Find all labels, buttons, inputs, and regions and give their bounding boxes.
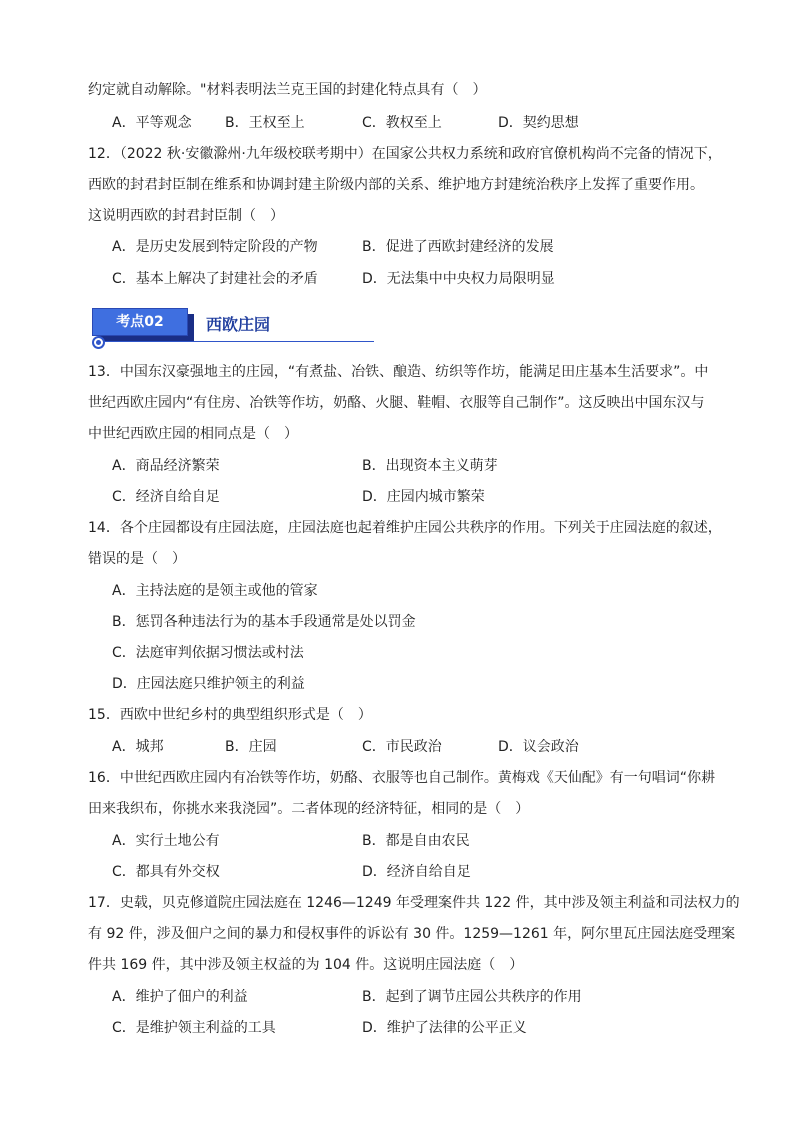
section-title: 西欧庄园 <box>206 315 271 334</box>
q17-option-a[interactable]: A．维护了佃户的利益 <box>112 989 248 1005</box>
question-12-stem-line-3: 这说明西欧的封君封臣制（ ） <box>88 208 284 224</box>
q12-option-c[interactable]: C．基本上解决了封建社会的矛盾 <box>112 271 318 287</box>
q11-option-d[interactable]: D．契约思想 <box>498 115 579 131</box>
question-17-stem-line-2: 有 92 件，涉及佃户之间的暴力和侵权事件的诉讼有 30 件。1259—1261 年，阿尔里瓦庄园法庭受理案 <box>88 926 736 942</box>
q13-option-b[interactable]: B．出现资本主义萌芽 <box>362 458 498 474</box>
q11-option-b[interactable]: B．王权至上 <box>225 115 305 131</box>
question-15-stem: 15．西欧中世纪乡村的典型组织形式是（ ） <box>88 707 372 723</box>
section-underline <box>104 341 374 342</box>
section-header <box>92 308 392 350</box>
q16-option-d[interactable]: D．经济自给自足 <box>362 864 471 880</box>
q15-option-a[interactable]: A．城邦 <box>112 739 164 755</box>
q16-option-c[interactable]: C．都具有外交权 <box>112 864 220 880</box>
question-13-stem-line-2: 世纪西欧庄园内“有住房、冶铁等作坊，奶酪、火腿、鞋帽、衣服等自己制作”。这反映出中国东汉与 <box>88 395 705 411</box>
question-14-stem-line-2: 错误的是（ ） <box>88 551 186 567</box>
q15-option-b[interactable]: B．庄园 <box>225 739 277 755</box>
q13-option-a[interactable]: A．商品经济繁荣 <box>112 458 220 474</box>
question-12-stem-line-1: 12．（2022 秋·安徽滁州·九年级校联考期中）在国家公共权力系统和政府官僚机构尚不完备的情况下， <box>88 146 722 162</box>
question-16-stem-line-1: 16．中世纪西欧庄园内有冶铁等作坊，奶酪、衣服等也自己制作。黄梅戏《天仙配》有一句唱词“你耕 <box>88 770 716 786</box>
q14-option-c[interactable]: C．法庭审判依据习惯法或村法 <box>112 645 304 661</box>
q12-option-a[interactable]: A．是历史发展到特定阶段的产物 <box>112 239 318 255</box>
question-17-stem-line-1: 17．史载，贝克修道院庄园法庭在 1246—1249 年受理案件共 122 件，其中涉及领主利益和司法权力的 <box>88 895 740 911</box>
q11-option-c[interactable]: C．教权至上 <box>362 115 442 131</box>
question-11-stem: 约定就自动解除。"材料表明法兰克王国的封建化特点具有（ ） <box>88 82 487 98</box>
q14-option-a[interactable]: A．主持法庭的是领主或他的管家 <box>112 583 318 599</box>
q12-option-b[interactable]: B．促进了西欧封建经济的发展 <box>362 239 554 255</box>
q17-option-d[interactable]: D．维护了法律的公平正义 <box>362 1020 527 1036</box>
q17-option-b[interactable]: B．起到了调节庄园公共秩序的作用 <box>362 989 582 1005</box>
question-16-stem-line-2: 田来我织布，你挑水来我浇园”。二者体现的经济特征，相同的是（ ） <box>88 801 530 817</box>
q15-option-d[interactable]: D．议会政治 <box>498 739 579 755</box>
q13-option-d[interactable]: D．庄园内城市繁荣 <box>362 489 485 505</box>
q14-option-b[interactable]: B．惩罚各种违法行为的基本手段通常是处以罚金 <box>112 614 416 630</box>
q13-option-c[interactable]: C．经济自给自足 <box>112 489 220 505</box>
q14-option-d[interactable]: D．庄园法庭只维护领主的利益 <box>112 676 305 692</box>
bullet-dot-icon <box>92 336 105 349</box>
q15-option-c[interactable]: C．市民政治 <box>362 739 442 755</box>
question-17-stem-line-3: 件共 169 件，其中涉及领主权益的为 104 件。这说明庄园法庭（ ） <box>88 957 524 973</box>
q16-option-a[interactable]: A．实行土地公有 <box>112 833 220 849</box>
q16-option-b[interactable]: B．都是自由农民 <box>362 833 470 849</box>
question-13-stem-line-3: 中世纪西欧庄园的相同点是（ ） <box>88 426 298 442</box>
q17-option-c[interactable]: C．是维护领主利益的工具 <box>112 1020 276 1036</box>
q12-option-d[interactable]: D．无法集中中央权力局限明显 <box>362 271 555 287</box>
question-12-stem-line-2: 西欧的封君封臣制在维系和协调封建主阶级内部的关系、维护地方封建统治秩序上发挥了重要作用。 <box>88 177 704 193</box>
section-badge: 考点02 <box>92 308 188 336</box>
question-14-stem-line-1: 14．各个庄园都设有庄园法庭，庄园法庭也起着维护庄园公共秩序的作用。下列关于庄园法庭的叙述， <box>88 520 722 536</box>
q11-option-a[interactable]: A．平等观念 <box>112 115 192 131</box>
question-13-stem-line-1: 13．中国东汉豪强地主的庄园，“有煮盐、冶铁、酿造、纺织等作坊，能满足田庄基本生活要求”。中 <box>88 364 709 380</box>
